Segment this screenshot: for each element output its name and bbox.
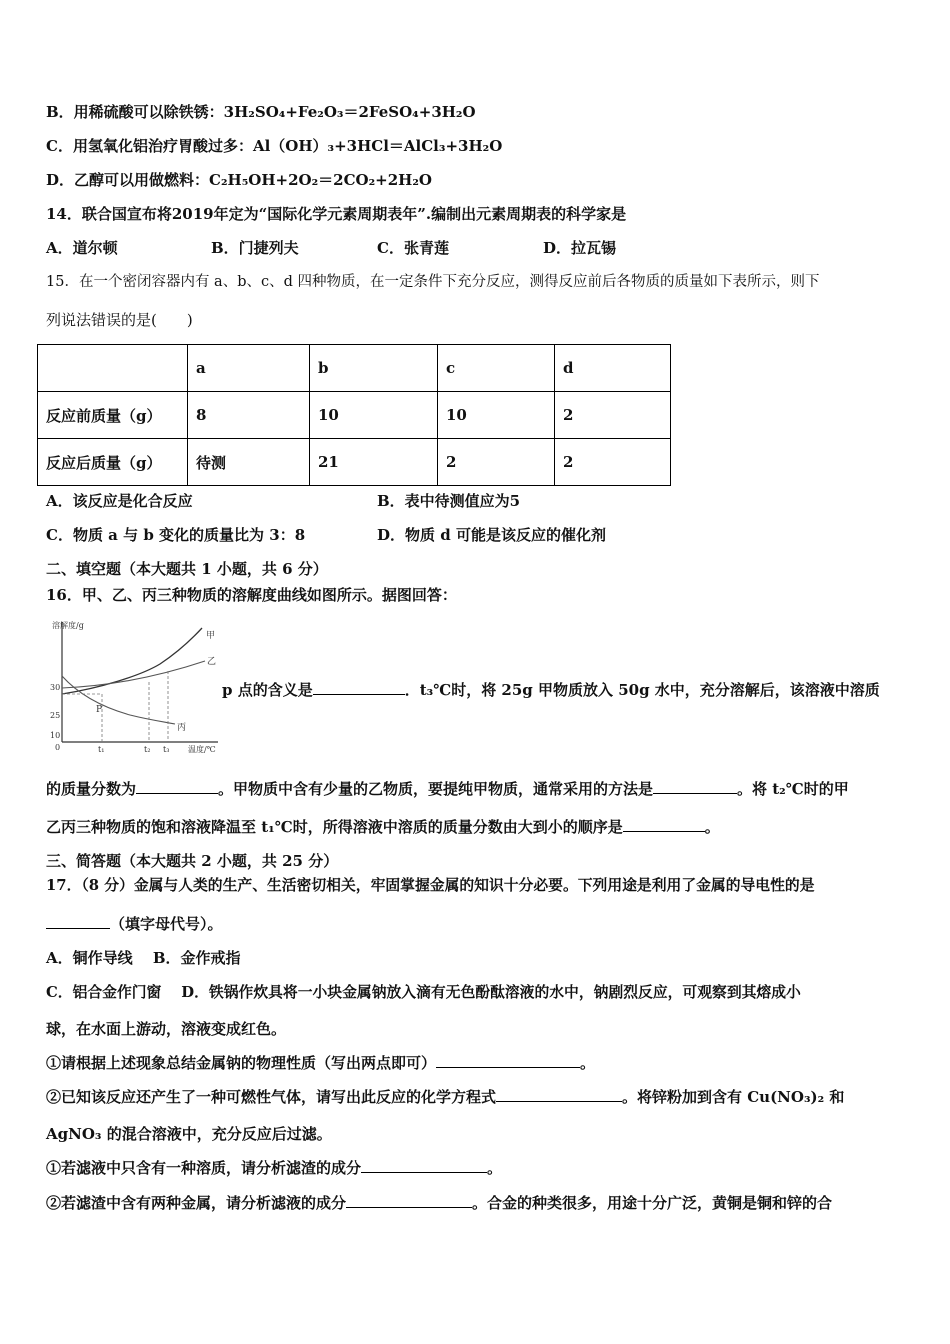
graph-label-bing: 丙 <box>177 723 187 733</box>
q17-sub1 <box>46 1053 595 1073</box>
q15-option-d: D．物质 d 可能是该反应的催化剂 <box>377 526 606 544</box>
q15-option-b: B．表中待测值应为5 <box>377 492 521 510</box>
q14-option-b: B．门捷列夫 <box>211 239 299 257</box>
table-cell: 21 <box>310 439 438 486</box>
graph-origin-0: 0 <box>55 743 61 752</box>
graph-tick-10: 10 <box>50 731 61 740</box>
q16-line3 <box>46 817 720 837</box>
q17-stem-line2-text: （填字母代号）。 <box>110 915 223 933</box>
q15-option-a: A．该反应是化合反应 <box>46 492 193 510</box>
table-cell: 8 <box>188 392 310 439</box>
table-cell: 10 <box>438 392 555 439</box>
graph-tick-25: 25 <box>50 711 61 720</box>
q16-line3-text-b: 。 <box>704 818 720 836</box>
q13-option-d: D．乙醇可以用做燃料：C₂H₅OH+2O₂＝2CO₂+2H₂O <box>46 171 432 189</box>
q16-stem: 16．甲、乙、丙三种物质的溶解度曲线如图所示。据图回答： <box>46 586 457 604</box>
q16-line2 <box>46 779 849 799</box>
graph-x-label: 温度/℃ <box>188 745 216 754</box>
q17-sub2-text-a: ②已知该反应还产生了一种可燃性气体，请写出此反应的化学方程式 <box>46 1088 497 1106</box>
curve-bing <box>62 676 175 724</box>
answer-blank[interactable] <box>346 1193 472 1208</box>
q13-option-c: C．用氢氧化铝治疗胃酸过多：Al（OH）₃+3HCl＝AlCl₃+3H₂O <box>46 137 503 155</box>
table-cell: d <box>555 345 671 392</box>
q16-line3-text-a: 乙丙三种物质的饱和溶液降温至 t₁℃时，所得溶液中溶质的质量分数由大到小的顺序是 <box>46 818 623 836</box>
answer-blank[interactable] <box>46 914 110 929</box>
table-cell: a <box>188 345 310 392</box>
q17-stem-line2 <box>46 914 223 934</box>
solubility-curve-graph <box>50 616 222 756</box>
table-row <box>38 392 671 439</box>
graph-y-label: 溶解度/g <box>52 621 84 630</box>
q15-stem-line1: 15．在一个密闭容器内有 a、b、c、d 四种物质，在一定条件下充分反应，测得反应前后各物质的质量如下表所示，则下 <box>46 274 820 290</box>
table-cell: 2 <box>555 439 671 486</box>
table-row <box>38 439 671 486</box>
q17-sub4-text-a: ②若滤渣中含有两种金属，请分析滤液的成分 <box>46 1194 347 1212</box>
q17-sub3-end: 。 <box>487 1159 503 1177</box>
table-cell: 10 <box>310 392 438 439</box>
q16-line2-text-b: 。甲物质中含有少量的乙物质，要提纯甲物质，通常采用的方法是 <box>218 780 654 798</box>
q17-options-ab: A．铜作导线 B．金作戒指 <box>46 949 241 967</box>
answer-blank[interactable] <box>436 1053 580 1068</box>
q17-line3: 球，在水面上游动，溶液变成红色。 <box>46 1020 287 1038</box>
section-2-heading: 二、填空题（本大题共 1 小题，共 6 分） <box>46 560 328 578</box>
q14-option-c: C．张青莲 <box>377 239 449 257</box>
q15-stem-line2: 列说法错误的是( ) <box>46 311 193 329</box>
table-cell: 2 <box>555 392 671 439</box>
q14-option-d: D．拉瓦锡 <box>543 239 617 257</box>
q13-option-b: B．用稀硫酸可以除铁锈：3H₂SO₄+Fe₂O₃＝2FeSO₄+3H₂O <box>46 103 476 121</box>
graph-tick-t3: t₃ <box>163 745 170 754</box>
q16-line1-text-b: ．t₃℃时，将 25g 甲物质放入 50g 水中，充分溶解后，该溶液中溶质 <box>404 681 880 699</box>
q17-sub2-text-b: 。将锌粉加到含有 Cu(NO₃)₂ 和 <box>622 1088 845 1106</box>
q17-sub1-text: ①请根据上述现象总结金属钠的物理性质（写出两点即可） <box>46 1054 437 1072</box>
answer-blank[interactable] <box>361 1158 487 1173</box>
q17-sub2 <box>46 1087 844 1107</box>
curve-jia <box>62 628 202 694</box>
graph-tick-t1: t₁ <box>98 745 105 754</box>
table-cell: 反应后质量（g） <box>38 439 188 486</box>
table-cell: b <box>310 345 438 392</box>
table-cell <box>38 345 188 392</box>
q17-stem-line1: 17．（8 分）金属与人类的生产、生活密切相关，牢固掌握金属的知识十分必要。下列用途是利用了金属的导电性的是 <box>46 877 815 894</box>
q17-sub2-line2: AgNO₃ 的混合溶液中，充分反应后过滤。 <box>46 1125 332 1143</box>
answer-blank[interactable] <box>653 779 737 794</box>
table-cell: c <box>438 345 555 392</box>
answer-blank[interactable] <box>136 779 218 794</box>
q16-line1 <box>222 680 880 700</box>
graph-tick-t2: t₂ <box>144 745 151 754</box>
graph-tick-30: 30 <box>50 683 61 692</box>
graph-label-p: P <box>96 705 103 715</box>
q17-sub4 <box>46 1193 832 1213</box>
section-3-heading: 三、简答题（本大题共 2 小题，共 25 分） <box>46 852 339 870</box>
q14-stem: 14．联合国宣布将2019年定为“国际化学元素周期表年”.编制出元素周期表的科学家是 <box>46 205 627 223</box>
table-header-row <box>38 345 671 392</box>
graph-label-jia: 甲 <box>206 631 216 641</box>
q17-sub3-text: ①若滤液中只含有一种溶质，请分析滤渣的成分 <box>46 1159 362 1177</box>
q16-line2-text-a: 的质量分数为 <box>46 780 137 798</box>
q17-options-cd: C．铝合金作门窗 D．铁锅作炊具将一小块金属钠放入滴有无色酚酞溶液的水中，钠剧烈反应，可观察到其熔成小 <box>46 984 801 1001</box>
q17-sub3 <box>46 1158 502 1178</box>
q14-option-a: A．道尔顿 <box>46 239 118 257</box>
q15-mass-table <box>37 344 671 486</box>
answer-blank[interactable] <box>623 817 705 832</box>
q17-sub4-text-b: 。合金的种类很多，用途十分广泛，黄铜是铜和锌的合 <box>472 1194 833 1212</box>
table-cell: 反应前质量（g） <box>38 392 188 439</box>
q17-sub1-end: 。 <box>580 1054 596 1072</box>
q15-option-c: C．物质 a 与 b 变化的质量比为 3：8 <box>46 526 306 544</box>
table-cell: 2 <box>438 439 555 486</box>
answer-blank[interactable] <box>496 1087 622 1102</box>
graph-label-yi: 乙 <box>207 657 217 667</box>
q16-line2-text-c: 。将 t₂℃时的甲 <box>737 780 849 798</box>
table-cell: 待测 <box>188 439 310 486</box>
q16-line1-text: p 点的含义是 <box>222 681 313 699</box>
curve-yi <box>62 661 205 688</box>
answer-blank[interactable] <box>313 680 405 695</box>
